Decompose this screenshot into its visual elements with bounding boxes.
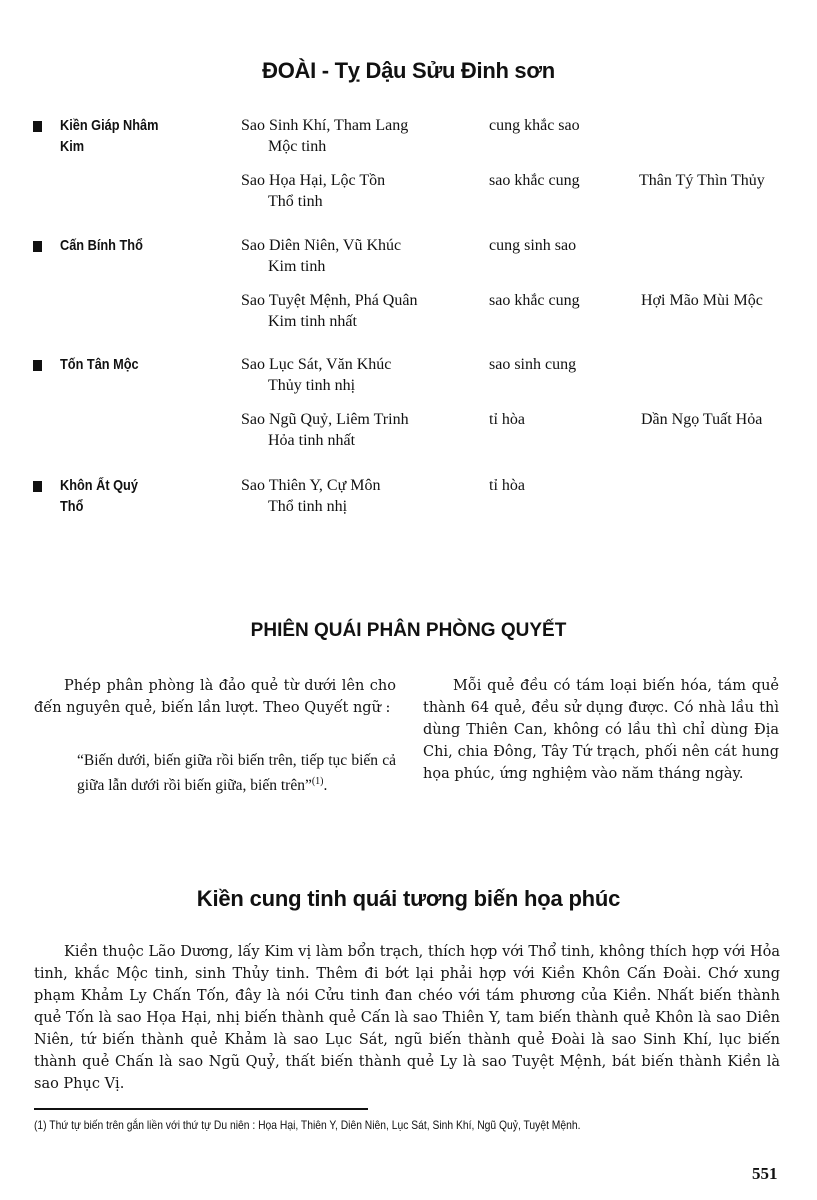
star-name: Sao Tuyệt Mệnh, Phá Quân: [241, 292, 418, 309]
star-name: Sao Ngũ Quỷ, Liêm Trinh: [241, 411, 409, 428]
footnote-ref: (1): [311, 776, 324, 787]
section-title-kien-cung: Kiền cung tinh quái tương biến họa phúc: [196, 886, 621, 911]
entry-label: [60, 475, 138, 517]
entry-label: [60, 354, 139, 375]
quote-block: [77, 750, 396, 796]
entry-label-line1: Khôn Ất Quý: [60, 477, 138, 494]
star-entry: [241, 170, 385, 212]
right-paragraph: Mỗi quẻ đều có tám loại biến hóa, tám quẻ thành 64 quẻ, đều sử dụng được. Có nhà lầu thì dùng Thiên Can, không có lầu thì chỉ dùng Địa Chi, chia Đông, Tây Tứ trạch, phối nên cát hung họa phúc, ứng nghiệm vào năm tháng ngày.: [423, 678, 779, 782]
star-relation: sao khắc cung: [489, 292, 580, 309]
star-entry: [241, 475, 381, 517]
star-element: Thủy tinh nhị: [268, 377, 356, 394]
star-relation: cung sinh sao: [489, 237, 577, 254]
star-name: Sao Thiên Y, Cự Môn: [241, 477, 381, 494]
bullet-icon: [33, 360, 42, 371]
star-relation: cung khắc sao: [489, 117, 580, 134]
star-name: Sao Họa Hại, Lộc Tồn: [241, 172, 386, 189]
star-element: Thổ tinh: [268, 193, 323, 210]
page-number: 551: [752, 1164, 778, 1183]
entry-label-line1: Kiền Giáp Nhâm: [60, 117, 159, 134]
star-entry: [241, 235, 401, 277]
bullet-icon: [33, 241, 42, 252]
entry-label: [60, 235, 143, 256]
star-relation: tỉ hòa: [489, 411, 525, 428]
star-entry: [241, 354, 391, 396]
star-element: Kim tinh nhất: [268, 313, 357, 330]
star-element: Hỏa tinh nhất: [268, 432, 356, 449]
star-entry: [241, 115, 408, 157]
star-name: Sao Lục Sát, Văn Khúc: [241, 356, 392, 373]
footnote-rule: [34, 1108, 368, 1110]
star-entry: [241, 409, 409, 451]
star-relation: sao khắc cung: [489, 172, 580, 189]
entry-label: [60, 115, 158, 157]
section-title-doai: ĐOÀI - Tỵ Dậu Sửu Đinh sơn: [262, 58, 555, 83]
bullet-icon: [33, 121, 42, 132]
quote-text: “Biến dưới, biến giữa rồi biến trên, tiếp tục biến cả giữa lẫn dưới rồi biến giữa, biến trên”: [77, 752, 396, 795]
entry-label-line2: Kim: [60, 138, 85, 155]
star-element: Kim tinh: [268, 258, 326, 275]
star-entry: [241, 290, 417, 332]
star-name: Sao Sinh Khí, Tham Lang: [241, 117, 409, 134]
left-paragraph: Phép phân phòng là đảo quẻ từ dưới lên cho đến nguyên quẻ, biến lần lượt. Theo Quyết ngữ :: [34, 678, 396, 716]
footnote-text: (1) Thứ tự biến trên gắn liền với thứ tự Du niên : Họa Hại, Thiên Y, Diên Niên, Lục Sát, Sinh Khí, Ngũ Quỷ, Tuyệt Mệnh.: [34, 1118, 581, 1132]
star-name: Sao Diên Niên, Vũ Khúc: [241, 237, 402, 254]
star-relation: sao sinh cung: [489, 356, 577, 373]
star-direction: Thân Tý Thìn Thủy: [639, 172, 765, 189]
star-relation: tỉ hòa: [489, 477, 525, 494]
star-direction: Hợi Mão Mùi Mộc: [641, 292, 763, 309]
entry-label-line1: Cấn Bính Thổ: [60, 237, 143, 254]
star-element: Mộc tinh: [268, 138, 327, 155]
star-direction: Dần Ngọ Tuất Hỏa: [641, 411, 763, 428]
bullet-icon: [33, 481, 42, 492]
quote-end: .: [323, 777, 328, 795]
section-title-phien-quai: PHIÊN QUÁI PHÂN PHÒNG QUYẾT: [250, 620, 567, 641]
body-paragraph: Kiền thuộc Lão Dương, lấy Kim vị làm bổn trạch, thích hợp với Thổ tinh, không thích hợp với Hỏa tinh, khắc Mộc tinh, sinh Thủy tinh. Thêm đi bớt lại phải hợp với Kiền Khôn Cấn Đoài. Chớ xung phạm Khảm Ly Chấn Tốn, đây là nói Cửu tinh đan chéo với tám phương của Kiền. Nhất biến thành quẻ Tốn là sao Họa Hại, nhị biến thành quẻ Cấn là sao Thiên Y, tam biến thành quẻ Khôn là sao Diên Niên, tứ biến thành quẻ Khảm là sao Lục Sát, ngũ biến thành quẻ Đoài là sao Sinh Khí, lục biến thành quẻ Chấn là sao Ngũ Quỷ, thất biến thành quẻ Ly là sao Tuyệt Mệnh, bát biến thành Kiền là sao Phục Vị.: [34, 944, 780, 1092]
entry-label-line1: Tốn Tân Mộc: [60, 356, 139, 373]
star-element: Thổ tinh nhị: [268, 498, 348, 515]
entry-label-line2: Thổ: [60, 498, 84, 515]
